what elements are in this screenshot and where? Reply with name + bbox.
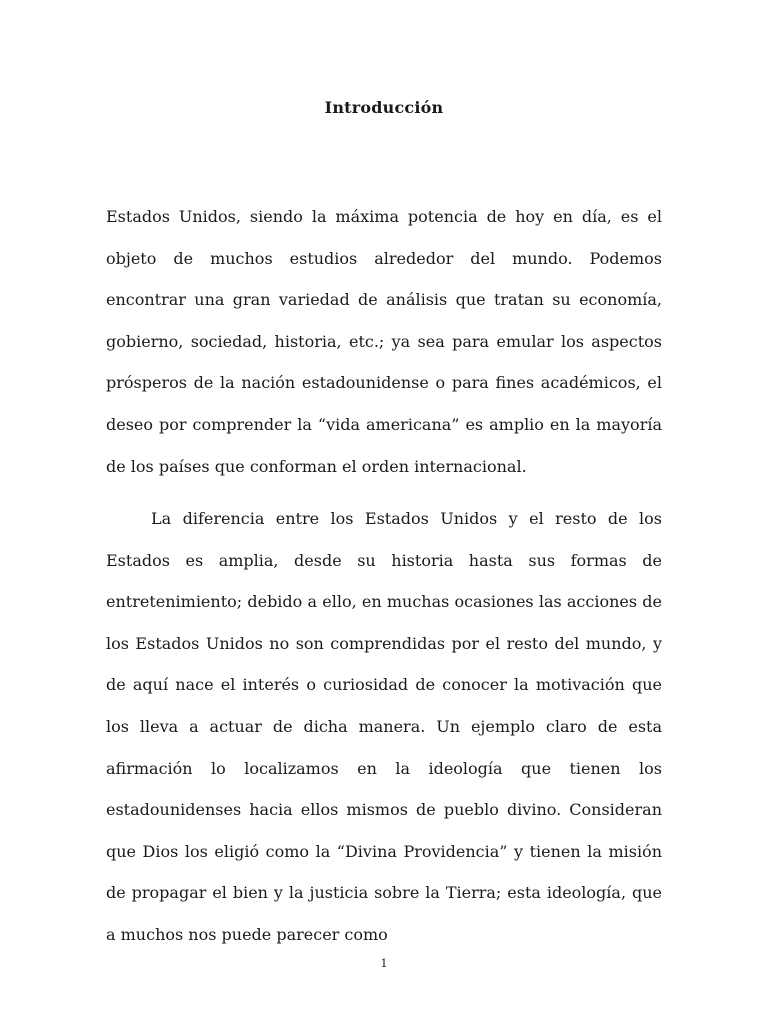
document-title: Introducción [324, 98, 444, 117]
paragraph-1: Estados Unidos, siendo la máxima potencia de hoy en día, es el objeto de muchos estudios alrededor del mundo. Podemos encontrar una gran variedad de análisis que tratan su economía, gobierno, sociedad, historia, etc.; ya sea para emular los aspectos prósperos de la nación estadounidense o para fines académicos, el deseo por comprender la “vida americana” es amplio en la mayoría de los países que conforman el orden internacional. [106, 207, 662, 476]
paragraph-2: La diferencia entre los Estados Unidos y el resto de los Estados es amplia, desde su historia hasta sus formas de entretenimiento; debido a ello, en muchas ocasiones las acciones de los Estados Unidos no son comprendidas por el resto del mundo, y de aquí nace el interés o curiosidad de conocer la motivación que los lleva a actuar de dicha manera. Un ejemplo claro de esta afirmación lo localizamos en la ideología que tienen los estadounidenses hacia ellos mismos de pueblo divino. Consideran que Dios los eligió como la “Divina Providencia” y tienen la misión de propagar el bien y la justicia sobre la Tierra; esta ideología, que a muchos nos puede parecer como [106, 509, 662, 944]
page-number: 1 [380, 957, 388, 970]
